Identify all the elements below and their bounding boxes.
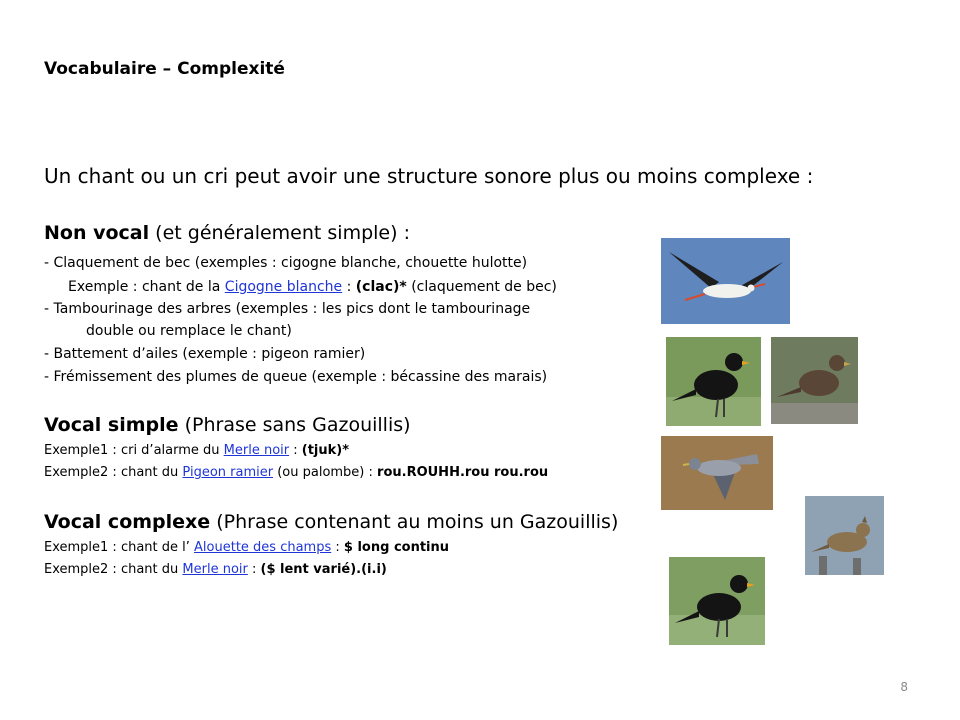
non-vocal-item-bill-clapping: - Claquement de bec (exemples : cigogne blanche, chouette hulotte) <box>44 255 528 271</box>
vocal-simple-ex1-prefix: Exemple1 : cri d’alarme du <box>44 443 224 458</box>
vocal-complexe-ex2-prefix: Exemple2 : chant du <box>44 562 183 577</box>
link-pigeon-ramier[interactable]: Pigeon ramier <box>182 465 274 480</box>
non-vocal-item-wing-beat: - Battement d’ailes (exemple : pigeon ramier) <box>44 346 366 362</box>
wood-pigeon-photo <box>661 436 773 510</box>
blackbird-photo-2 <box>669 557 765 645</box>
vocal-simple-ex1-notation: (tjuk)* <box>301 443 350 458</box>
vocal-simple-ex1-mid: : <box>289 443 302 458</box>
vocal-simple-ex2-prefix: Exemple2 : chant du <box>44 465 183 480</box>
skylark-photo <box>805 496 884 575</box>
non-vocal-heading-bold: Non vocal <box>44 222 150 244</box>
link-alouette-des-champs[interactable]: Alouette des champs <box>194 540 332 555</box>
non-vocal-heading <box>44 222 410 244</box>
page-number: 8 <box>900 680 908 694</box>
link-cigogne-blanche[interactable]: Cigogne blanche <box>224 279 343 295</box>
non-vocal-item-tail-feathers: - Frémissement des plumes de queue (exemple : bécassine des marais) <box>44 369 548 385</box>
vocal-simple-heading-rest: (Phrase sans Gazouillis) <box>178 414 411 436</box>
vocal-complexe-ex2-mid: : <box>247 562 261 577</box>
non-vocal-example-notation: (clac)* <box>355 279 407 295</box>
non-vocal-example-mid: : <box>342 279 356 295</box>
non-vocal-example-suffix: (claquement de bec) <box>406 279 557 295</box>
vocal-simple-example2 <box>44 465 548 480</box>
vocal-simple-heading-bold: Vocal simple <box>44 414 179 436</box>
vocal-complexe-ex1-prefix: Exemple1 : chant de l’ <box>44 540 195 555</box>
white-stork-photo <box>661 238 790 324</box>
slide-title: Vocabulaire – Complexité <box>44 59 285 79</box>
vocal-simple-ex2-notation: rou.ROUHH.rou rou.rou <box>377 465 549 480</box>
vocal-simple-example1 <box>44 443 349 458</box>
vocal-complexe-heading <box>44 511 618 533</box>
vocal-complexe-example1 <box>44 540 449 555</box>
link-merle-noir-2[interactable]: Merle noir <box>182 562 248 577</box>
non-vocal-example-prefix: Exemple : chant de la <box>68 279 225 295</box>
non-vocal-example <box>68 279 557 295</box>
vocal-complexe-heading-rest: (Phrase contenant au moins un Gazouillis) <box>210 511 619 533</box>
intro-text: Un chant ou un cri peut avoir une structure sonore plus ou moins complexe : <box>44 164 814 188</box>
non-vocal-item-drumming: - Tambourinage des arbres (exemples : les pics dont le tambourinage <box>44 301 531 317</box>
vocal-complexe-ex1-mid: : <box>331 540 344 555</box>
link-merle-noir-1[interactable]: Merle noir <box>223 443 290 458</box>
female-blackbird-photo <box>771 337 858 424</box>
vocal-complexe-heading-bold: Vocal complexe <box>44 511 211 533</box>
blackbird-photo-1 <box>666 337 761 426</box>
vocal-simple-heading <box>44 414 411 436</box>
vocal-complexe-example2 <box>44 562 387 577</box>
vocal-simple-ex2-mid: (ou palombe) : <box>273 465 378 480</box>
vocal-complexe-ex2-notation: ($ lent varié).(i.i) <box>260 562 387 577</box>
vocal-complexe-ex1-notation: $ long continu <box>343 540 450 555</box>
non-vocal-heading-rest: (et généralement simple) : <box>149 222 410 244</box>
non-vocal-item-drumming-cont: double ou remplace le chant) <box>86 323 292 339</box>
